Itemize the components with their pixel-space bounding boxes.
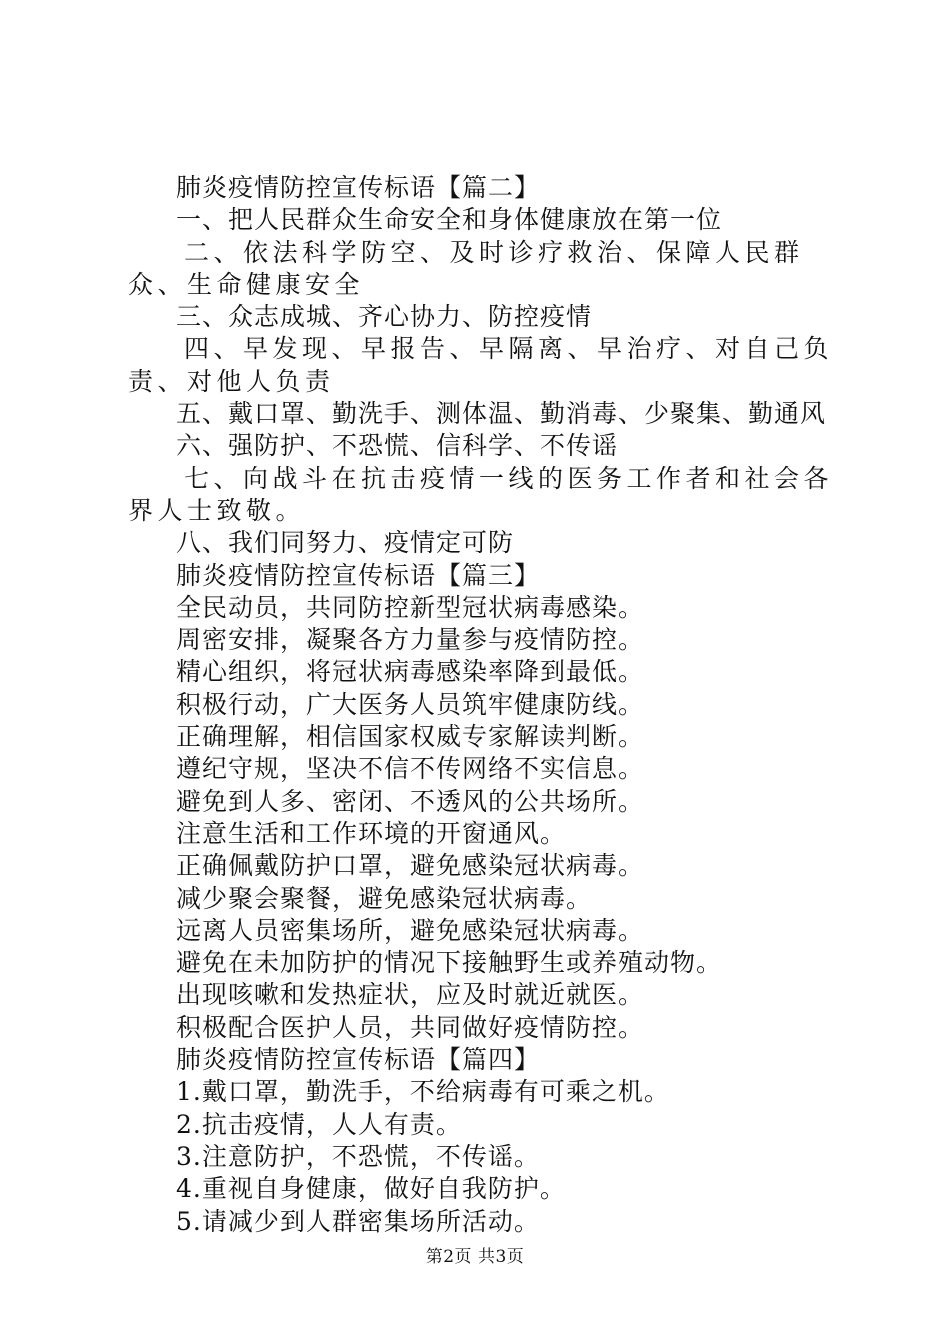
slogan-line: 1.戴口罩，勤洗手，不给病毒有可乘之机。	[176, 1077, 670, 1107]
slogan-line: 七、向战斗在抗击疫情一线的医务工作者和社会各界人士致敬。	[128, 463, 834, 525]
slogan-line: 周密安排，凝聚各方力量参与疫情防控。	[176, 625, 645, 655]
slogan-line: 2.抗击疫情，人人有责。	[176, 1109, 462, 1139]
slogan-line: 五、戴口罩、勤洗手、测体温、勤消毒、少聚集、勤通风	[176, 399, 827, 429]
slogan-line: 出现咳嗽和发热症状，应及时就近就医。	[176, 980, 645, 1010]
document-body	[128, 172, 838, 1238]
slogan-line: 正确理解，相信国家权威专家解读判断。	[176, 722, 645, 752]
slogan-line: 3.注意防护，不恐慌，不传谣。	[176, 1141, 540, 1171]
slogan-line: 一、把人民群众生命安全和身体健康放在第一位	[176, 205, 723, 235]
slogan-line: 精心组织，将冠状病毒感染率降到最低。	[176, 657, 645, 687]
slogan-line: 减少聚会聚餐，避免感染冠状病毒。	[176, 883, 593, 913]
slogan-line: 远离人员密集场所，避免感染冠状病毒。	[176, 915, 645, 945]
section-heading: 肺炎疫情防控宣传标语【篇四】	[176, 1045, 541, 1075]
slogan-line: 六、强防护、不恐慌、信科学、不传谣	[176, 431, 619, 461]
slogan-line: 注意生活和工作环境的开窗通风。	[176, 818, 567, 848]
slogan-line: 四、早发现、早报告、早隔离、早治疗、对自己负责、对他人负责	[128, 334, 834, 396]
slogan-line: 遵纪守规，坚决不信不传网络不实信息。	[176, 754, 645, 784]
section-heading: 肺炎疫情防控宣传标语【篇二】	[176, 173, 541, 202]
section-heading: 肺炎疫情防控宣传标语【篇三】	[176, 560, 541, 590]
slogan-line: 二、依法科学防空、及时诊疗救治、保障人民群众、生命健康安全	[128, 237, 804, 299]
slogan-line: 积极配合医护人员，共同做好疫情防控。	[176, 1012, 645, 1042]
slogan-line: 避免到人多、密闭、不透风的公共场所。	[176, 786, 645, 816]
slogan-line: 4.重视自身健康，做好自我防护。	[176, 1174, 566, 1204]
slogan-line: 全民动员，共同防控新型冠状病毒感染。	[176, 592, 645, 622]
slogan-line: 三、众志成城、齐心协力、防控疫情	[176, 302, 593, 332]
slogan-line: 八、我们同努力、疫情定可防	[176, 528, 515, 558]
page-footer: 第2页 共3页	[425, 1247, 525, 1267]
slogan-line: 5.请减少到人群密集场所活动。	[176, 1206, 540, 1236]
slogan-line: 积极行动，广大医务人员筑牢健康防线。	[176, 689, 645, 719]
slogan-line: 正确佩戴防护口罩，避免感染冠状病毒。	[176, 851, 645, 881]
slogan-line: 避免在未加防护的情况下接触野生或养殖动物。	[176, 948, 723, 978]
